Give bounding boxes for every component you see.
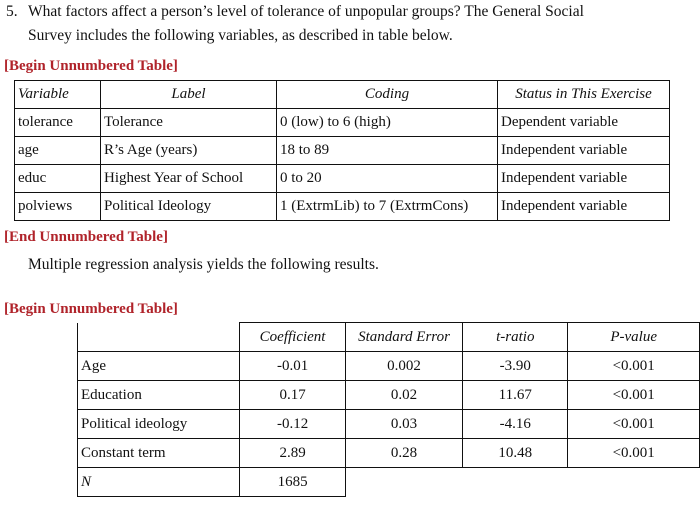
header-blank bbox=[78, 323, 240, 352]
cell: 10.48 bbox=[463, 439, 568, 468]
cell: educ bbox=[15, 165, 101, 193]
blank-cell bbox=[568, 468, 700, 497]
header-t-ratio: t-ratio bbox=[463, 323, 568, 352]
cell: Independent variable bbox=[498, 165, 670, 193]
table-row bbox=[78, 381, 700, 410]
table-row bbox=[78, 410, 700, 439]
question-text-line1: What factors affect a person’s level of tolerance of unpopular groups? The General Social bbox=[28, 3, 584, 20]
cell: 0 (low) to 6 (high) bbox=[277, 109, 498, 137]
table-header-row bbox=[78, 323, 700, 352]
header-status: Status in This Exercise bbox=[498, 81, 670, 109]
table-row bbox=[15, 109, 670, 137]
blank-cell bbox=[345, 468, 462, 497]
cell: <0.001 bbox=[568, 352, 700, 381]
intro-text: Multiple regression analysis yields the following results. bbox=[28, 256, 379, 273]
cell: 2.89 bbox=[240, 439, 346, 468]
question-number: 5. bbox=[6, 3, 18, 20]
table-row bbox=[15, 165, 670, 193]
table-row bbox=[15, 137, 670, 165]
cell: 18 to 89 bbox=[277, 137, 498, 165]
begin-table-marker-2: [Begin Unnumbered Table] bbox=[4, 301, 178, 317]
table-header-row bbox=[15, 81, 670, 109]
cell: Constant term bbox=[78, 439, 240, 468]
cell: tolerance bbox=[15, 109, 101, 137]
cell: Age bbox=[78, 352, 240, 381]
table-row-n bbox=[78, 468, 700, 497]
cell: Independent variable bbox=[498, 137, 670, 165]
cell: Education bbox=[78, 381, 240, 410]
cell: 0 to 20 bbox=[277, 165, 498, 193]
table-row bbox=[78, 352, 700, 381]
cell: <0.001 bbox=[568, 439, 700, 468]
n-value: 1685 bbox=[240, 468, 346, 497]
header-standard-error: Standard Error bbox=[345, 323, 462, 352]
header-label: Label bbox=[101, 81, 277, 109]
cell: age bbox=[15, 137, 101, 165]
end-table-marker-1: [End Unnumbered Table] bbox=[4, 229, 168, 245]
header-coding: Coding bbox=[277, 81, 498, 109]
cell: -0.01 bbox=[240, 352, 346, 381]
cell: Political ideology bbox=[78, 410, 240, 439]
regression-table bbox=[77, 322, 700, 497]
header-coefficient: Coefficient bbox=[240, 323, 346, 352]
cell: Independent variable bbox=[498, 193, 670, 221]
cell: 1 (ExtrmLib) to 7 (ExtrmCons) bbox=[277, 193, 498, 221]
n-label: N bbox=[78, 468, 240, 497]
header-variable: Variable bbox=[15, 81, 101, 109]
question-text-line2: Survey includes the following variables, as described in table below. bbox=[28, 27, 453, 44]
cell: Dependent variable bbox=[498, 109, 670, 137]
table-row bbox=[15, 193, 670, 221]
cell: 0.03 bbox=[345, 410, 462, 439]
cell: 0.002 bbox=[345, 352, 462, 381]
cell: R’s Age (years) bbox=[101, 137, 277, 165]
variables-table bbox=[14, 80, 670, 221]
cell: Highest Year of School bbox=[101, 165, 277, 193]
blank-cell bbox=[463, 468, 568, 497]
cell: 11.67 bbox=[463, 381, 568, 410]
cell: 0.02 bbox=[345, 381, 462, 410]
cell: -3.90 bbox=[463, 352, 568, 381]
cell: -4.16 bbox=[463, 410, 568, 439]
table-row bbox=[78, 439, 700, 468]
cell: <0.001 bbox=[568, 410, 700, 439]
cell: -0.12 bbox=[240, 410, 346, 439]
cell: polviews bbox=[15, 193, 101, 221]
cell: Political Ideology bbox=[101, 193, 277, 221]
begin-table-marker-1: [Begin Unnumbered Table] bbox=[4, 58, 178, 74]
cell: 0.17 bbox=[240, 381, 346, 410]
cell: <0.001 bbox=[568, 381, 700, 410]
header-p-value: P-value bbox=[568, 323, 700, 352]
cell: Tolerance bbox=[101, 109, 277, 137]
cell: 0.28 bbox=[345, 439, 462, 468]
